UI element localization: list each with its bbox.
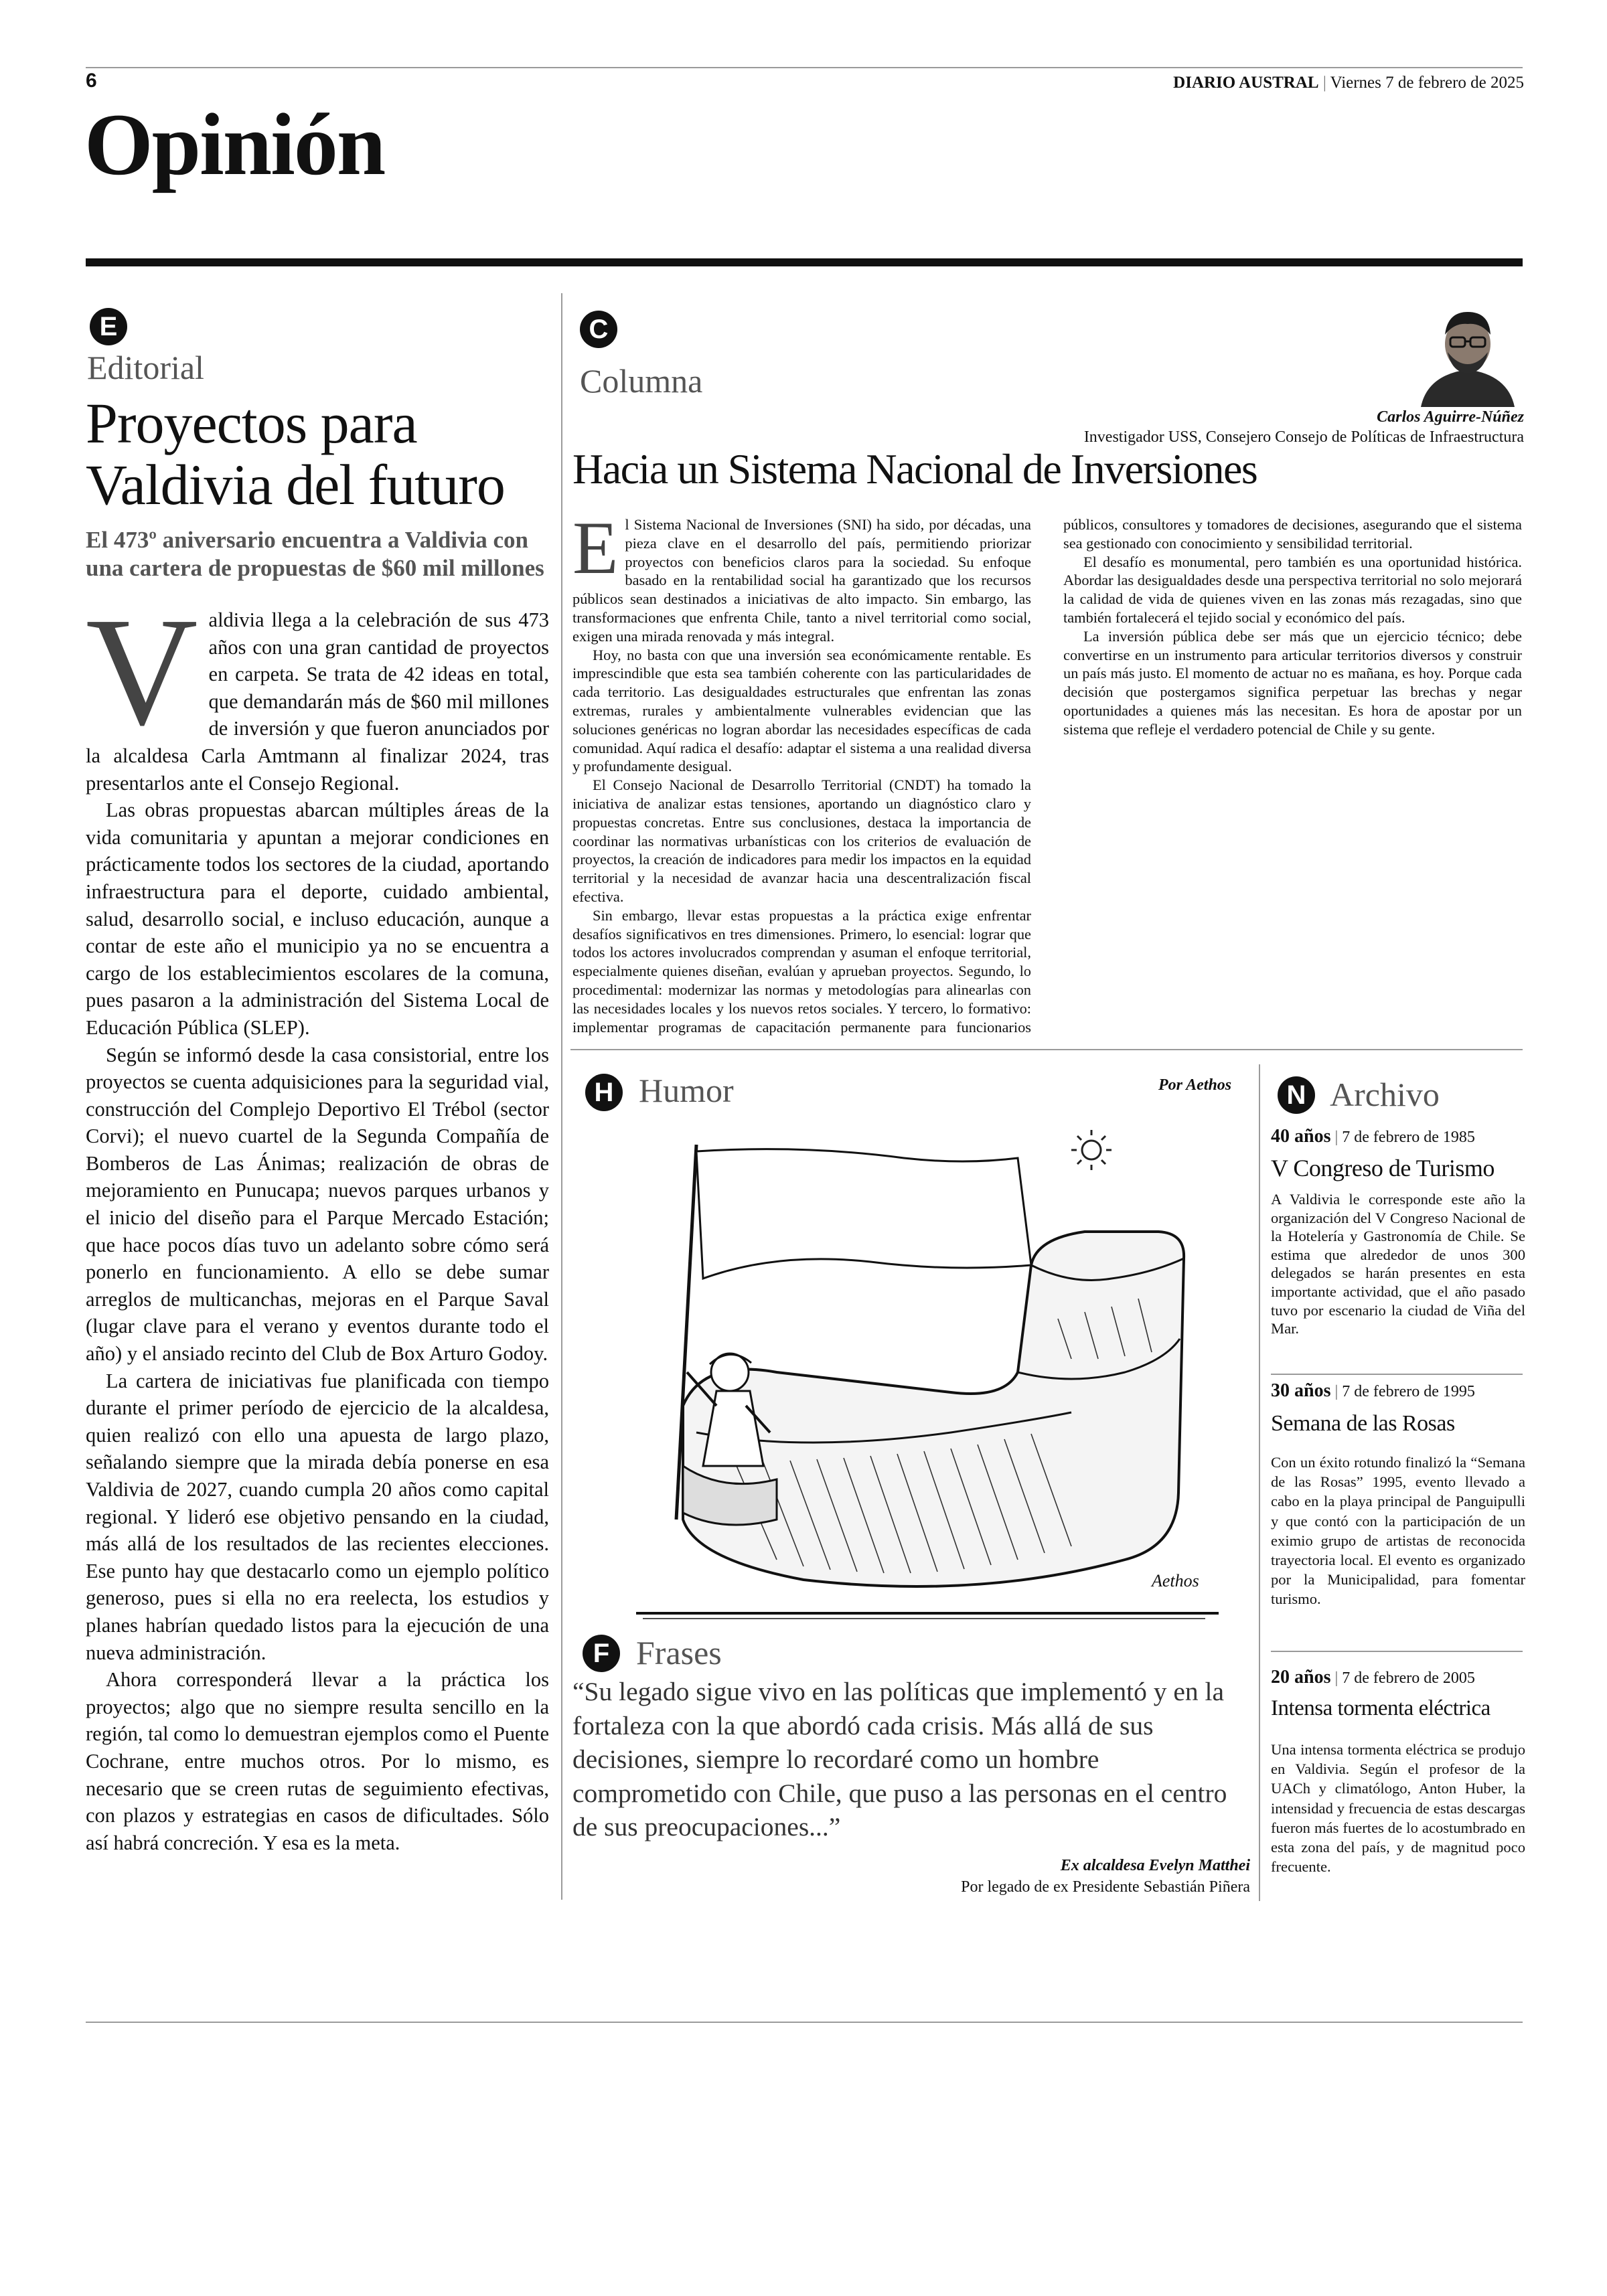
archive-entry-text: Con un éxito rotundo finalizó la “Semana de las Rosas” 1995, evento llevado a cabo en la playa principal de Panguipulli y que contó con la participación de un eximio grupo de artistas de reconocida trayectoria local. El evento es organizado por la Municipalidad, para fomentar turismo. xyxy=(1271,1454,1525,1608)
archive-date: 7 de febrero de 2005 xyxy=(1342,1669,1475,1687)
sun-icon xyxy=(1071,1130,1112,1170)
archive-entry-text: Una intensa tormenta eléctrica se produjo en Valdivia. Según el profesor de la UACh y climatólogo, Anton Huber, la intensidad y frecuencia de estas descargas fueron más fuertes de lo acostumbrado en esta zona del país, y de magnitud poco frecuente. xyxy=(1271,1741,1525,1876)
column-paragraph: Sin embargo, llevar estas propuestas a la práctica exige enfrentar desafíos significativos en tres dimensiones. Primero, lo esencial: lograr que todos los actores involucrados comprendan y asuman el enfoque territorial, especialmente quienes diseñan, evalúan y aprueban proyectos. Segundo, lo procedimental: modernizar las normas y metodologías para alinearlas con las necesidades locales y los nuevos retos sociales. Y tercero, lo formativo: implementar programas de capacitación permanente para funcionarios públicos, consultores y tomadores de decisiones, asegurando que el sistema sea gestionado con conocimiento y sensibilidad territorial. xyxy=(572,516,1522,1036)
editorial-paragraph: aldivia llega a la celebración de sus 473 años con una gran cantidad de proyectos en carpeta. Se trata de 42 ideas en total, que demandarán más de $60 mil millones de inversión y que fueron anunciados por la alcaldesa Carla Amtmann al finalizar 2024, tras presentarlos ante el Consejo Regional. xyxy=(86,608,549,795)
section-title: Opinión xyxy=(84,95,385,193)
column-body xyxy=(572,507,1522,1038)
editorial-subtitle: El 473º aniversario encuentra a Valdivia con una cartera de propuestas de $60 mil millones xyxy=(86,527,544,581)
editorial-headline-line1: Proyectos para xyxy=(86,391,417,455)
phrases-label: Frases xyxy=(636,1634,722,1671)
archive-years: 20 años xyxy=(1271,1667,1331,1688)
header-top-rule xyxy=(86,67,1523,68)
column-headline: Hacia un Sistema Nacional de Inversiones xyxy=(572,445,1257,493)
column-paragraph: El desafío es monumental, pero también es una oportunidad histórica. Abordar las desigualdades desde una perspectiva territorial no solo mejorará la calidad de vida de quienes viven en las zonas más rezagadas, sino que también fortalecerá el tejido social y económico del país. xyxy=(1063,553,1522,626)
archive-entry-title: Semana de las Rosas xyxy=(1271,1411,1455,1436)
editorial-drop-cap: V xyxy=(86,586,198,758)
humor-label: Humor xyxy=(639,1072,734,1109)
humor-byline: Por Aethos xyxy=(1158,1076,1232,1094)
humor-badge: H xyxy=(585,1074,623,1111)
page-number: 6 xyxy=(86,70,97,92)
archive-years: 30 años xyxy=(1271,1380,1331,1401)
archive-entry-2005: 20 años | 7 de febrero de 2005 Intensa tormenta eléctrica Una intensa tormenta eléctrica se produjo en Valdivia. Según el profesor de la UACh y climatólogo, Anton Huber, la intensidad y frecuencia de estas descargas fueron más fuertes de lo acostumbrado en esta zona del país, y de magnitud poco frecuente. xyxy=(1271,1667,1525,1876)
footer-rule xyxy=(86,2022,1523,2023)
phrases-context: Por legado de ex Presidente Sebastián Piñera xyxy=(961,1878,1250,1896)
column-paragraph: l Sistema Nacional de Inversiones (SNI) ha sido, por décadas, una pieza clave en el desarrollo del país, permitiendo priorizar proyectos con beneficios claros para la sociedad. Su enfoque basado en la rentabilidad social ha garantizado que los recursos públicos sean destinados a iniciativas de alto impacto. Sin embargo, las transformaciones que enfrenta Chile, tanto a nivel territorial como social, exigen una mirada renovada y más integral. xyxy=(572,516,1031,645)
archive-entry-title: V Congreso de Turismo xyxy=(1271,1155,1495,1181)
archive-date: 7 de febrero de 1985 xyxy=(1342,1129,1475,1146)
mid-horizontal-rule xyxy=(570,1049,1523,1050)
editorial-label: Editorial xyxy=(87,349,204,386)
archive-entry-1995: 30 años | 7 de febrero de 1995 Semana de las Rosas Con un éxito rotundo finalizó la “Semana de las Rosas” 1995, evento llevado a cabo en la playa principal de Panguipulli y que contó con la participación de un eximio grupo de artistas de reconocida trayectoria local. El evento es organizado por la Municipalidad, para fomentar turismo. xyxy=(1271,1380,1525,1609)
column-divider-right xyxy=(1259,1064,1260,1901)
phrases-quote: “Su legado sigue vivo en las políticas que implementó y en la fortaleza con la que abordó cada crisis. Más allá de sus decisiones, siempre lo recordaré como un hombre comprometido con Chile, que puso a las personas en el centro de sus preocupaciones...” xyxy=(572,1677,1227,1841)
archive-label: Archivo xyxy=(1330,1076,1440,1113)
editorial-paragraph: Ahora corresponderá llevar a la práctica los proyectos; algo que no siempre resulta sencillo en la región, tal como lo demuestran ejemplos como el Puente Cochrane, entre muchos otros. Por lo mismo, es necesario que se creen rutas de seguimiento efectivas, con plazos y estrategias en casos de dificultades. Sólo así habrá concreción. Y esa es la meta. xyxy=(86,1668,549,1854)
archive-divider xyxy=(1271,1374,1523,1375)
archive-entry-text: A Valdivia le corresponde este año la organización del V Congreso Nacional de la Hotelería y Gastronomía de Chile. Se estima que alrededor de unos 300 delegados se harán presentes en esta importante actividad, que el año pasado tuvo por escenario la ciudad de Viña del Mar. xyxy=(1271,1191,1525,1337)
column-author-name: Carlos Aguirre-Núñez xyxy=(1377,408,1524,426)
column-badge: C xyxy=(580,311,617,348)
editorial-headline-line2: Valdivia del futuro xyxy=(86,453,505,517)
column-drop-cap: E xyxy=(572,507,619,590)
editorial-headline xyxy=(86,392,554,515)
header-heavy-rule xyxy=(86,258,1523,266)
archive-entry-1985: 40 años | 7 de febrero de 1985 V Congreso de Turismo A Valdivia le corresponde este año la organización del V Congreso Nacional de la Hotelería y Gastronomía de Chile. Se estima que alrededor de unos 300 delegados se harán presentes en esta importante actividad, que el año pasado tuvo por escenario la ciudad de Viña del Mar. xyxy=(1271,1126,1525,1337)
author-photo xyxy=(1414,300,1521,407)
archive-years: 40 años xyxy=(1271,1126,1331,1147)
paper-name: DIARIO AUSTRAL xyxy=(1173,74,1319,92)
issue-date: Viernes 7 de febrero de 2025 xyxy=(1330,74,1524,92)
cartoon-signature: Aethos xyxy=(1152,1571,1199,1590)
archive-entry-title: Intensa tormenta eléctrica xyxy=(1271,1696,1490,1720)
column-author-role: Investigador USS, Consejero Consejo de Políticas de Infraestructura xyxy=(1083,428,1524,446)
archive-divider xyxy=(1271,1651,1523,1652)
archive-badge: N xyxy=(1278,1076,1315,1114)
humor-cartoon xyxy=(603,1118,1245,1627)
masthead-info: DIARIO AUSTRAL | Viernes 7 de febrero de 2025 xyxy=(1173,74,1524,92)
column-label: Columna xyxy=(580,362,703,400)
phrases-author: Ex alcaldesa Evelyn Matthei xyxy=(1060,1857,1250,1874)
editorial-badge: E xyxy=(90,308,127,345)
editorial-body xyxy=(86,586,549,1856)
column-paragraph: Hoy, no basta con que una inversión sea económicamente rentable. Es imprescindible que esta sea también coherente con las particularidades de cada territorio. Las desigualdades estructurales que enfrentan las zonas extremas, rurales y ambientalmente vulnerables evidencian que las soluciones genéricas no logran abordar las necesidades específicas de cada comunidad. Aquí radica el desafío: adaptar el sistema a una realidad diversa y profundamente desigual. xyxy=(572,646,1031,775)
editorial-paragraph: La cartera de iniciativas fue planificada con tiempo durante el primer período de ejercicio de la alcaldesa, quien realizó con ello una apuesta de largo plazo, señalando siempre que la mirada debía ponerse en esa Valdivia de 2027, cuando cumpla 20 años como capital regional. Y lideró ese objetivo pensando en la ciudad, más allá de los resultados de las recientes elecciones. Ese punto hay que destacarlo como un ejemplo político generoso, pues si ella no era reelecta, los estudios y planes habrían quedado listos para la ejecución de una nueva administración. xyxy=(86,1369,549,1664)
column-paragraph: El Consejo Nacional de Desarrollo Territorial (CNDT) ha tomado la iniciativa de analizar estas tensiones, aportando un diagnóstico claro y propuestas concretas. Entre sus conclusiones, destaca la importancia de coordinar las normativas urbanísticas con los criterios de evaluación de proyectos, la creación de indicadores para medir los impactos en la equidad territorial y la necesidad de avanzar hacia una descentralización fiscal efectiva. xyxy=(572,776,1031,905)
editorial-paragraph: Las obras propuestas abarcan múltiples áreas de la vida comunitaria y apuntan a mejorar condiciones en prácticamente todos los sectores de la ciudad, aportando infraestructura para el deporte, cuidado ambiental, salud, desarrollo social, e incluso educación, aunque a contar de este año el municipio ya no se encuentra a cargo de los establecimientos escolares de la comuna, pues pasaron a la administración del Sistema Local de Educación Pública (SLEP). xyxy=(86,799,549,1039)
phrases-badge: F xyxy=(583,1635,620,1672)
editorial-paragraph: Según se informó desde la casa consistorial, entre los proyectos se cuenta adquisiciones para la seguridad vial, construcción del Complejo Deportivo El Trébol (sector Corvi); el nuevo cuartel de la Segunda Compañía de Bomberos de Las Ánimas; realización de obras de mejoramiento en Punucapa; nuevos parques urbanos y el inicio del diseño para el Parque Mercado Estación; que hace pocos días tuvo un adelanto sobre cómo será ponerlo en funcionamiento. A ello se debe sumar arreglos de multicanchas, mejoras en el Parque Saval (lugar clave para el verano y eventos durante todo el año) y el ansiado recinto del Club de Box Arturo Godoy. xyxy=(86,1043,549,1366)
column-divider-left xyxy=(561,293,562,1900)
archive-date: 7 de febrero de 1995 xyxy=(1342,1383,1475,1400)
column-paragraph: La inversión pública debe ser más que un ejercicio técnico; debe convertirse en un instrumento para articular territorios diversos y construir un país más justo. El momento de actuar no es mañana, es hoy. Porque cada decisión que postergamos significa perpetuar las brechas y negar oportunidades a quienes más las necesitan. Es hora de apostar por un sistema que refleje el verdadero potencial de Chile y su gente. xyxy=(1063,627,1522,738)
